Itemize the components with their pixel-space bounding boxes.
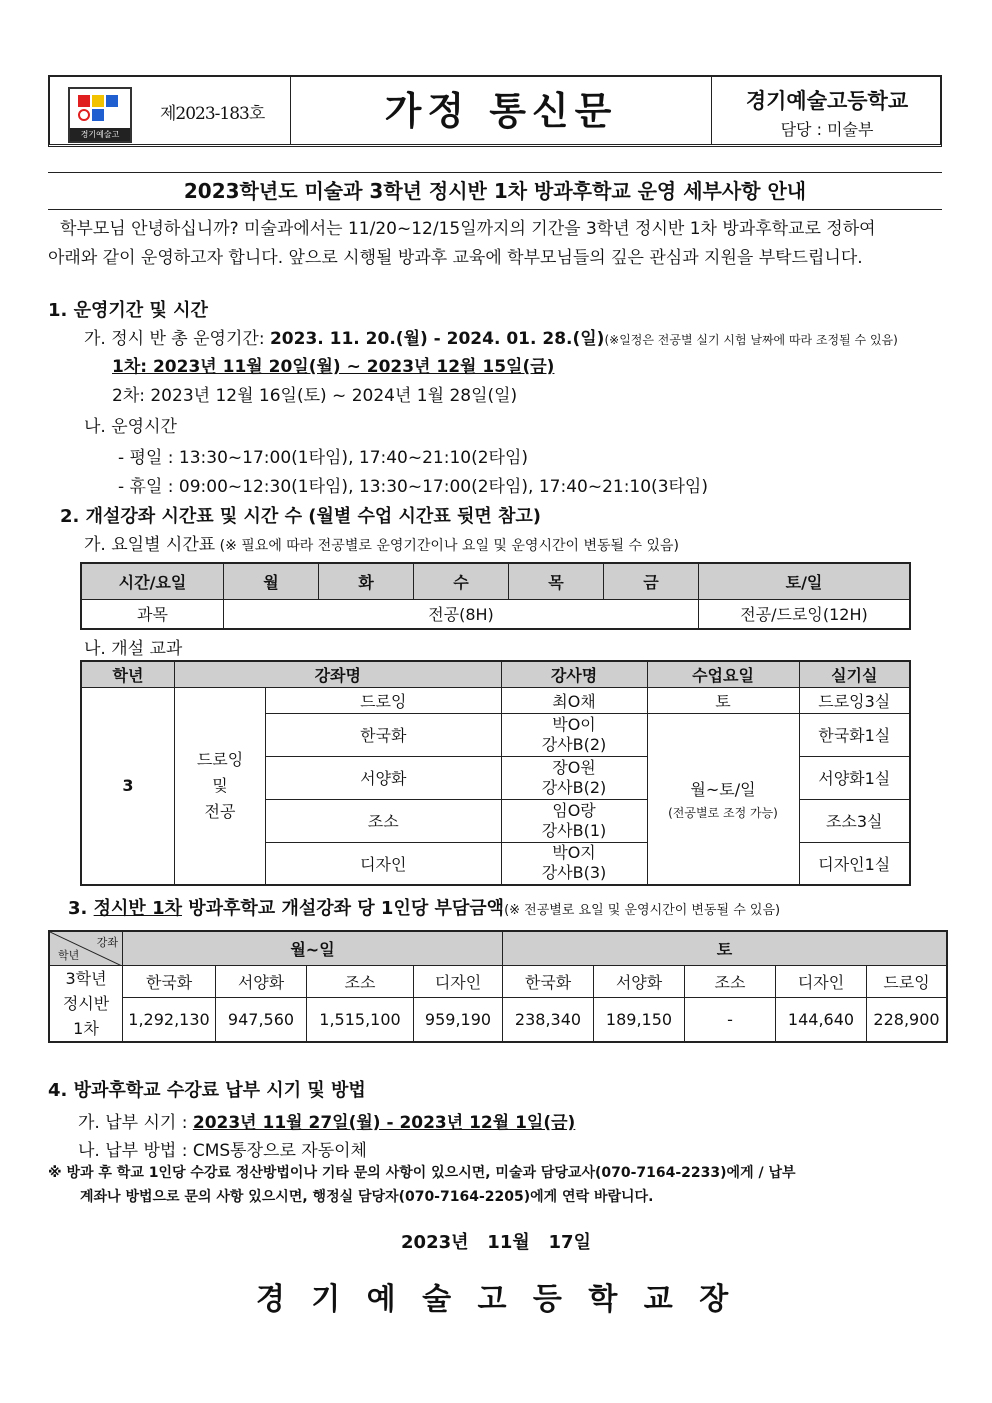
teacher-sub: 강사B(2) [541, 777, 607, 797]
heading-rest: 방과후학교 개설강좌 당 1인당 부담금액 [181, 898, 505, 919]
course-teacher [501, 756, 647, 799]
teacher-sub: 강사B(3) [541, 863, 607, 883]
day-range-note: (전공별로 조정 가능) [668, 805, 778, 820]
course-header: 강사명 [501, 661, 647, 687]
fee-amount: 238,340 [503, 997, 594, 1041]
schedule-label [84, 530, 679, 555]
row-label-line: 3학년 [65, 968, 107, 988]
logo-caption: 경기예술고 [70, 128, 130, 141]
period-label: 가. 정시 반 총 운영기간: [84, 329, 270, 349]
section-4-heading: 4. 방과후학교 수강료 납부 시기 및 방법 [48, 1080, 366, 1101]
intro-line-1: 학부모님 안녕하십니까? 미술과에서는 11/20~12/15일까지의 기간을 3학년 정시반 1차 방과후학교로 정하여 [60, 219, 876, 239]
fee-amount: - [685, 997, 776, 1041]
course-teacher: 최O채 [501, 687, 647, 713]
fee-subject: 조소 [307, 965, 414, 997]
course-room: 드로잉3실 [799, 687, 910, 713]
row-label-line: 1차 [73, 1018, 99, 1038]
fee-group-saturday: 토 [503, 931, 948, 965]
schedule-header: 수 [414, 563, 509, 599]
weekday-hours: - 평일 : 13:30~17:00(1타임), 17:40~21:10(2타임) [118, 448, 529, 468]
course-group-cell [175, 687, 266, 885]
course-header: 강좌명 [175, 661, 502, 687]
course-list-label: 나. 개설 교과 [84, 639, 183, 659]
payment-period-value: 2023년 11월 27일(월) - 2023년 12월 1일(금) [192, 1113, 576, 1133]
heading-note: (※ 전공별로 요일 및 운영시간이 변동될 수 있음) [504, 903, 781, 918]
teacher-name: 임O랑 [552, 800, 596, 820]
schedule-weekend-cell: 전공/드로잉(12H) [699, 599, 911, 629]
fee-amount: 189,150 [594, 997, 685, 1041]
period-note: (※일정은 전공별 실기 시험 날짜에 따라 조정될 수 있음) [604, 333, 898, 347]
holiday-hours: - 휴일 : 09:00~12:30(1타임), 13:30~17:00(2타임), 17:40~21:10(3타임) [118, 477, 708, 497]
period-value: 2023. 11. 20.(월) - 2024. 01. 28.(일) [269, 329, 605, 349]
school-logo [68, 87, 132, 143]
operating-hours-label: 나. 운영시간 [84, 417, 177, 437]
course-name: 서양화 [266, 756, 502, 799]
principal-signature: 경 기 예 술 고 등 학 교 장 [255, 1282, 737, 1317]
section-3-heading [68, 894, 780, 920]
teacher-name: 장O원 [552, 757, 596, 777]
fee-group-weekday: 월~일 [123, 931, 503, 965]
notice-title: 2023학년도 미술과 3학년 정시반 1차 방과후학교 운영 세부사항 안내 [48, 172, 942, 210]
letterhead [48, 75, 942, 147]
course-room: 디자인1실 [799, 842, 910, 885]
day-range-text: 월~토/일 [690, 779, 756, 799]
fee-amount: 959,190 [414, 997, 503, 1041]
schedule-header: 금 [604, 563, 699, 599]
contact-note-1: ※ 방과 후 학교 1인당 수강료 정산방법이나 기타 문의 사항이 있으시면, 미술과 담당교사(070-7164-2233)에게 / 납부 [48, 1165, 796, 1181]
course-name: 디자인 [266, 842, 502, 885]
schedule-weekday-cell: 전공(8H) [224, 599, 699, 629]
school-name: 경기예술고등학교 [745, 89, 909, 113]
course-group-line: 및 [212, 775, 228, 795]
course-header: 학년 [81, 661, 175, 687]
course-table [80, 660, 911, 886]
fee-amount: 947,560 [216, 997, 307, 1041]
teacher-sub: 강사B(2) [541, 734, 607, 754]
fee-subject: 드로잉 [867, 965, 948, 997]
payment-method: 나. 납부 방법 : CMS통장으로 자동이체 [78, 1141, 367, 1161]
payment-period [78, 1108, 575, 1133]
teacher-name: 박O이 [552, 714, 596, 734]
course-name: 조소 [266, 799, 502, 842]
section-1-period [84, 324, 898, 349]
fee-subject: 디자인 [776, 965, 867, 997]
intro-line-2: 아래와 같이 운영하고자 합니다. 앞으로 시행될 방과후 교육에 학부모님들의 깊은 관심과 지원을 부탁드립니다. [48, 248, 863, 268]
corner-top-label: 강좌 [96, 936, 118, 949]
heading-number: 3. [68, 898, 94, 919]
corner-bottom-label: 학년 [58, 948, 80, 962]
fee-subject: 조소 [685, 965, 776, 997]
fee-amount: 1,515,100 [307, 997, 414, 1041]
course-day: 토 [647, 687, 799, 713]
schedule-header: 시간/요일 [81, 563, 224, 599]
course-teacher [501, 799, 647, 842]
fee-corner-cell [49, 931, 123, 965]
course-teacher [501, 842, 647, 885]
schedule-header: 목 [509, 563, 604, 599]
schedule-label-text: 가. 요일별 시간표 [84, 535, 216, 555]
course-room: 조소3실 [799, 799, 910, 842]
course-header: 실기실 [799, 661, 910, 687]
schedule-row-label: 과목 [81, 599, 224, 629]
fee-amount: 228,900 [867, 997, 948, 1041]
schedule-header: 토/일 [699, 563, 911, 599]
payment-period-label: 가. 납부 시기 : [78, 1113, 193, 1133]
teacher-name: 박O지 [552, 843, 596, 863]
fee-amount: 144,640 [776, 997, 867, 1041]
teacher-sub: 강사B(1) [541, 820, 607, 840]
schedule-note: (※ 필요에 따라 전공별로 운영기간이나 요일 및 운영시간이 변동될 수 있음) [215, 538, 679, 554]
section-1-heading: 1. 운영기간 및 시간 [48, 300, 208, 321]
fee-subject: 디자인 [414, 965, 503, 997]
first-term: 1차: 2023년 11월 20일(월) ~ 2023년 12월 15일(금) [112, 357, 555, 377]
fee-subject: 서양화 [216, 965, 307, 997]
contact-note-2: 계좌나 방법으로 문의 사항 있으시면, 행정실 담당자(070-7164-2205)에게 연락 바랍니다. [80, 1189, 654, 1205]
row-label-line: 정시반 [62, 993, 110, 1013]
fee-subject: 한국화 [123, 965, 216, 997]
fee-table [48, 930, 948, 1043]
course-day-range [647, 713, 799, 885]
fee-amount: 1,292,130 [123, 997, 216, 1041]
weekly-schedule-table [80, 562, 911, 630]
fee-subject: 서양화 [594, 965, 685, 997]
department-in-charge: 담당 : 미술부 [780, 120, 874, 139]
course-header: 수업요일 [647, 661, 799, 687]
course-group-line: 드로잉 [196, 749, 244, 769]
course-name: 한국화 [266, 713, 502, 756]
fee-row-label [49, 965, 123, 1042]
fee-subject: 한국화 [503, 965, 594, 997]
schedule-header: 월 [224, 563, 319, 599]
section-2-heading: 2. 개설강좌 시간표 및 시간 수 (월별 수업 시간표 뒷면 참고) [60, 506, 542, 527]
schedule-header: 화 [319, 563, 414, 599]
course-room: 서양화1실 [799, 756, 910, 799]
course-group-line: 전공 [204, 801, 236, 821]
issue-date: 2023년 11월 17일 [401, 1232, 591, 1253]
grade-cell: 3 [81, 687, 175, 885]
course-room: 한국화1실 [799, 713, 910, 756]
document-number: 제2023-183호 [160, 104, 265, 124]
course-teacher [501, 713, 647, 756]
course-name: 드로잉 [266, 687, 502, 713]
document-title: 가정 통신문 [290, 77, 712, 145]
heading-underlined: 정시반 1차 [93, 898, 182, 919]
second-term: 2차: 2023년 12월 16일(토) ~ 2024년 1월 28일(일) [112, 386, 518, 406]
